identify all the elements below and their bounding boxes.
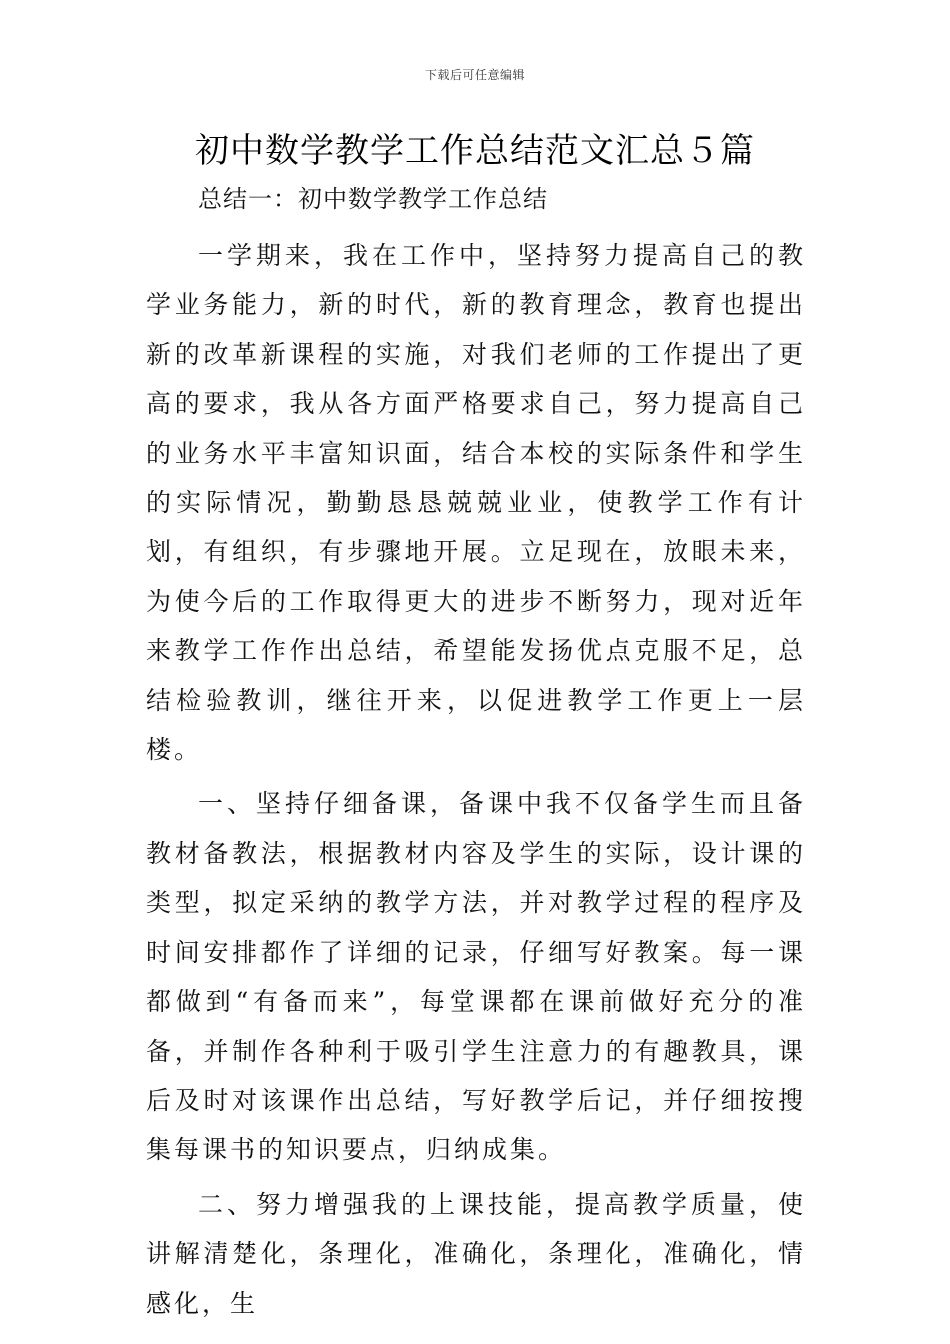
document-title: 初中数学教学工作总结范文汇总５篇 [195,131,755,171]
paragraph-2: 一、坚持仔细备课，备课中我不仅备学生而且备教材备教法，根据教材内容及学生的实际，设计课的类型，拟定采纳的教学方法，并对教学过程的程序及时间安排都作了详细的记录，仔细写好教案。每一课都做到“有备而来”，每堂课都在课前做好充分的准备，并制作各种利于吸引学生注意力的有趣教具，课后及时对该课作出总结，写好教学后记，并仔细按搜集每课书的知识要点，归纳成集。 [146,789,806,1165]
header-note: 下载后可任意编辑 [424,68,525,82]
paragraph-3: 二、努力增强我的上课技能，提高教学质量，使讲解清楚化，条理化，准确化，条理化，准确化，情感化，生 [146,1189,806,1318]
document-body [146,177,806,1328]
section-subtitle: 总结一：初中数学教学工作总结 [198,185,548,213]
paragraph-1: 一学期来，我在工作中，坚持努力提高自己的教学业务能力，新的时代，新的教育理念，教育也提出新的改革新课程的实施，对我们老师的工作提出了更高的要求，我从各方面严格要求自己，努力提高自己的业务水平丰富知识面，结合本校的实际条件和学生的实际情况，勤勤恳恳兢兢业业，使教学工作有计划，有组织，有步骤地开展。立足现在，放眼未来，为使今后的工作取得更大的进步不断努力，现对近年来教学工作作出总结，希望能发扬优点克服不足，总结检验教训，继往开来，以促进教学工作更上一层楼。 [146,241,806,765]
